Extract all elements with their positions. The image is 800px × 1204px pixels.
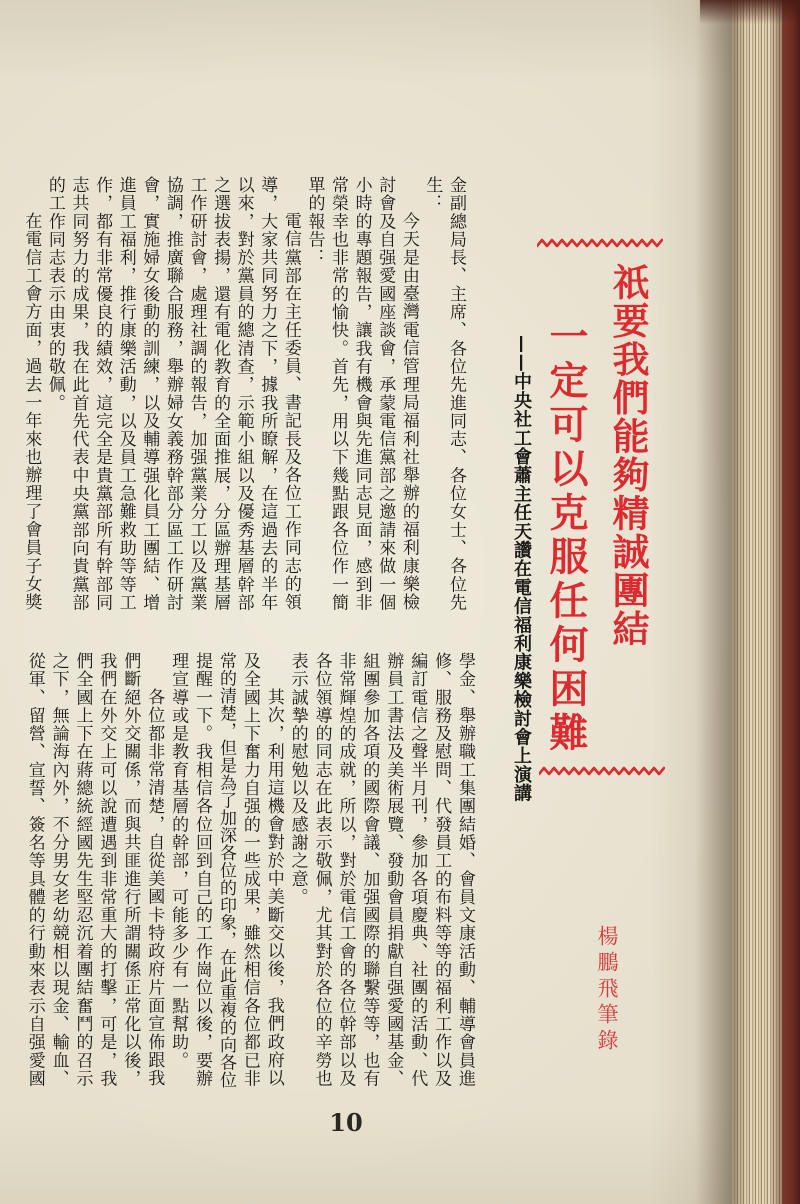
title-top-ornament [537, 236, 663, 250]
lower-text-column: 理宣導或是教育基層的幹部，可能多少有一點幫助。 [168, 652, 189, 1070]
lower-text-column: 從軍、留營、宣誓、簽名等具體的行動來表示自强愛國 [24, 652, 45, 1088]
upper-text-column: 以來，對於黨員的總清查，示範小組以及優秀基層幹部 [233, 176, 254, 612]
upper-text-column: 在電信工會方面，過去一年來也辦理了會員子女獎 [21, 212, 42, 612]
upper-text-column: 作，都有非常優良的績效，這完全是貴黨部所有幹部同 [92, 176, 113, 612]
upper-text-column: 會，實施婦女後動的訓練，以及輔導强化員工團結、增 [139, 176, 160, 612]
top-corner-shadow [700, 0, 800, 24]
upper-text-column: 工作研討會，處理社調的報告，加强黨業分工以及黨業 [186, 176, 207, 612]
lower-text-column: 辦員工書法及美術展覽、發動會員捐獻自强愛國基金、 [383, 652, 404, 1088]
upper-text-column: 進員工福利，推行康樂活動，以及員工急難救助等等工 [115, 176, 136, 612]
ornament-wave-line [537, 240, 662, 246]
lower-text-column: 我們在外交上可以說遭遇到非常重大的打擊，可是，我 [96, 652, 117, 1088]
lower-text-column: 學金、舉辦職工集團結婚、會員文康活動、輔導會員進 [455, 652, 475, 1088]
upper-text-column: 小時的專題報告，讓我有機會與先進同志見面，感到非 [351, 176, 372, 612]
upper-text-column: 之選拔表揚，還有電化教育的全面推展，分區辦理基層 [210, 176, 231, 612]
lower-text-block [21, 652, 476, 1092]
ornament-wave-line [539, 768, 664, 774]
author-credit: 楊鵬飛筆錄 [595, 925, 619, 1055]
lower-text-column: 其次，利用這機會對於中美斷交以後，我們政府以 [263, 688, 284, 1088]
upper-text-column: 志共同努力的成果，我在此首先代表中央黨部向貴黨部 [68, 176, 89, 612]
upper-text-column: 討會及自强愛國座談會，承蒙電信黨部之邀請來做一個 [375, 176, 396, 612]
lower-text-column: 之下，無論海內外，不分男女老幼競相以現金、輸血、 [48, 652, 69, 1088]
upper-text-column: 的工作同志表示由衷的敬佩。 [44, 176, 65, 412]
lower-text-column: 非常輝煌的成就，所以，對於電信工會的各位幹部以及 [335, 652, 356, 1088]
title-line-2: 一定可以克服任何困難 [543, 316, 588, 756]
lower-text-column: 各位領導的同志在此表示敬佩，尤其對於各位的辛勞也 [311, 652, 332, 1088]
lower-text-column: 各位都非常清楚，自從美國卡特政府片面宣佈跟我 [144, 688, 165, 1088]
lower-text-column: 編訂電信之聲半月刊，參加各項慶典、社團的活動、代 [407, 652, 428, 1088]
upper-text-column: 今天是由臺灣電信管理局福利社舉辦的福利康樂檢 [398, 212, 419, 612]
lower-text-column: 們斷絕外交關係，而與共匪進行所謂關係正常化以後， [120, 652, 141, 1088]
lower-text-column: 常的清楚，但是為了加深各位的印象，在此重複的向各位 [215, 652, 236, 1089]
title-line-1: 祇要我們能夠精誠團結 [606, 263, 649, 648]
upper-text-column: 金副總局長、主席、各位先進同志、各位女士、各位先 [446, 176, 466, 612]
upper-text-column: 電信黨部在主任委員、書記長及各位工作同志的領 [280, 212, 301, 612]
upper-text-column: 常榮幸也非常的愉快。首先，用以下幾點跟各位作一簡 [328, 176, 349, 612]
upper-text-column: 協調，推廣聯合服務，舉辦婦女義務幹部分區工作研討 [162, 176, 183, 612]
upper-text-column: 生： [422, 176, 443, 213]
subtitle: ——中央社工會蕭主任天讚在電信福利康樂檢討會上演講 [511, 335, 532, 803]
upper-text-block [18, 176, 467, 616]
lower-text-column: 修、服務及慰問、代發員工的布料等等的福利工作以及 [431, 652, 452, 1088]
page-stack-edges [732, 0, 782, 1204]
upper-text-column: 導，大家共同努力之下，據我所瞭解，在這過去的半年 [257, 176, 278, 612]
lower-text-column: 們全國上下在蔣總統經國先生堅忍沉着團結奮鬥的召示 [72, 652, 93, 1088]
lower-text-column: 表示誠摯的慰勉以及感謝之意。 [287, 652, 308, 907]
title-bottom-ornament [539, 764, 665, 778]
lower-text-column: 組團參加各項的國際會議、加强國際的聯繫等等，也有 [359, 652, 380, 1088]
book-cover-edge [782, 0, 800, 1204]
lower-text-column: 提醒一下。我相信各位回到自己的工作崗位以後，要辦 [192, 652, 213, 1088]
lower-text-column: 及全國上下奮力自强的一些成果，雖然相信各位都已非 [239, 652, 260, 1088]
upper-text-column: 單的報告： [304, 176, 325, 267]
book-gutter-shadow [650, 0, 732, 1204]
page-number: 10 [329, 1108, 363, 1137]
